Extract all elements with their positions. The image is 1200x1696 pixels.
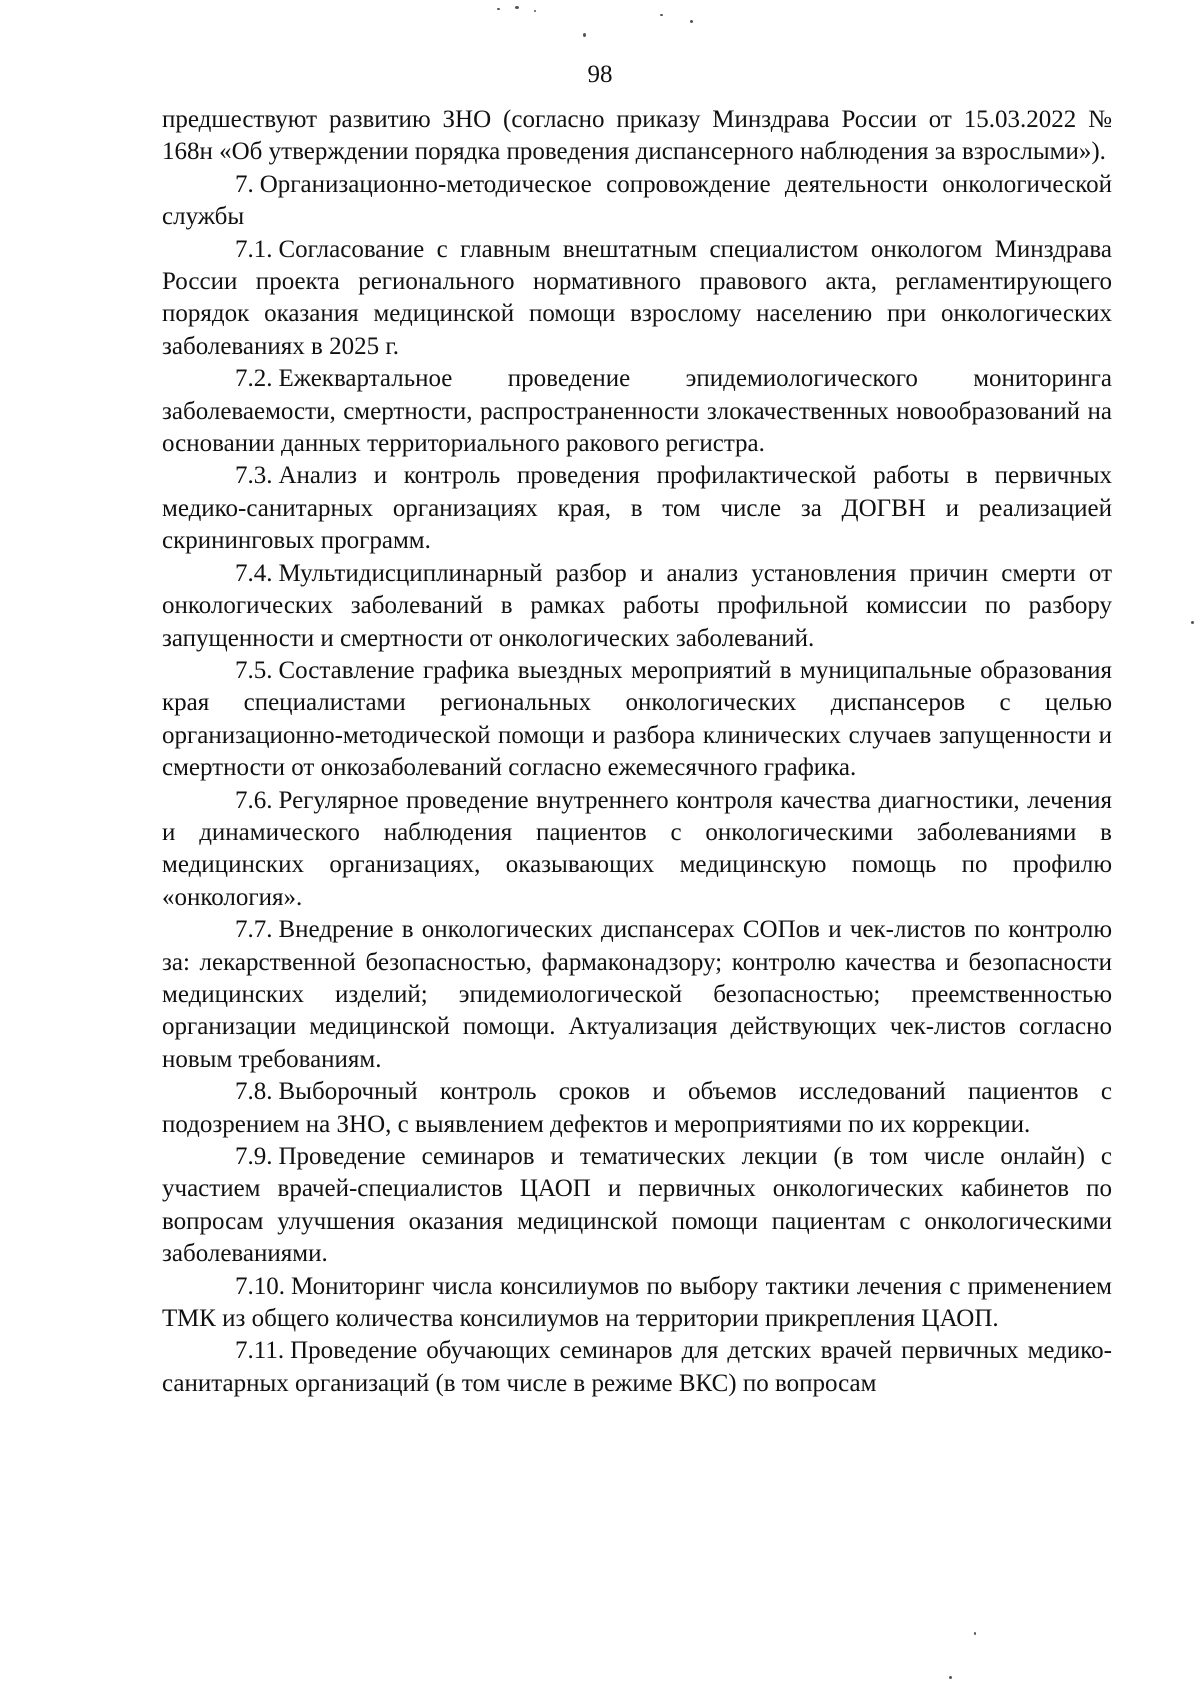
paragraph-7-4	[162, 558, 1112, 655]
paragraph-7-2	[162, 363, 1112, 460]
paragraph-continuation	[162, 104, 1112, 169]
paragraph-number: 7.8.	[235, 1078, 273, 1106]
paragraph-text: Ежеквартальное проведение эпидемиологического мониторинга заболеваемости, смертности, распространенности злокачественных новообразований на основании данных территориального ракового регистра.	[162, 365, 1112, 458]
scan-speck	[949, 1676, 952, 1679]
page-number: 98	[587, 61, 613, 88]
section-heading-text: Организационно-методическое сопровождение деятельности онкологической службы	[162, 170, 1112, 231]
scan-speck	[497, 8, 500, 10]
paragraph-text: Выборочный контроль сроков и объемов исследований пациентов с подозрением на ЗНО, с выявлением дефектов и мероприятиями по их коррекции.	[162, 1078, 1112, 1138]
paragraph-number: 7.9.	[235, 1143, 273, 1170]
paragraph-7-8	[162, 1076, 1112, 1141]
paragraph-text: Проведение семинаров и тематических лекции (в том числе онлайн) с участием врачей-специалистов ЦАОП и первичных онкологических кабинетов по вопросам улучшения оказания медицинской помощи пациентам с онкологическими заболеваниями.	[162, 1143, 1112, 1268]
paragraph-7-1	[162, 234, 1112, 364]
paragraph-7-3	[162, 460, 1112, 557]
paragraph-7-5	[162, 655, 1112, 785]
paragraph-number: 7.5.	[235, 656, 273, 684]
paragraph-text: Регулярное проведение внутреннего контроля качества диагностики, лечения и динамического наблюдения пациентов с онкологическими заболеваниями в медицинских организациях, оказывающих медицинскую помощь по профилю «онкология».	[162, 786, 1112, 911]
paragraph-7-6	[162, 785, 1112, 915]
scan-speck	[660, 14, 663, 16]
paragraph-7-10	[162, 1271, 1112, 1336]
paragraph-text: Проведение обучающих семинаров для детских врачей первичных медико-санитарных организаций (в том числе в режиме ВКС) по вопросам	[162, 1337, 1112, 1397]
paragraph-number: 7.7.	[235, 916, 273, 944]
section-number: 7.	[235, 170, 254, 198]
paragraph-text: Согласование с главным внештатным специалистом онкологом Минздрава России проекта регионального нормативного правового акта, регламентирующего порядок оказания медицинской помощи взрослому населению при онкологических заболеваниях в 2025 г.	[162, 235, 1112, 360]
paragraph-number: 7.4.	[235, 559, 273, 587]
paragraph-number: 7.2.	[235, 365, 273, 393]
paragraph-text: Мониторинг числа консилиумов по выбору тактики лечения с применением ТМК из общего количества консилиумов на территории прикрепления ЦАОП.	[162, 1272, 1112, 1333]
paragraph-number: 7.1.	[235, 235, 273, 263]
paragraph-number: 7.6.	[235, 786, 273, 814]
paragraph-text: Мультидисциплинарный разбор и анализ установления причин смерти от онкологических заболеваний в рамках работы профильной комиссии по разбору запущенности и смертности от онкологических заболеваний.	[162, 559, 1112, 652]
scan-speck	[515, 6, 519, 9]
paragraph-number: 7.10.	[235, 1272, 285, 1300]
paragraph-text: Внедрение в онкологических диспансерах СОПов и чек-листов по контролю за: лекарственной безопасностью, фармаконадзору; контролю качества и безопасности медицинских изделий; эпидемиологической безопасностью; преемственностью организации медицинской помощи. Актуализация действующих чек-листов согласно новым требованиям.	[162, 916, 1112, 1073]
paragraph-text: Составление графика выездных мероприятий в муниципальные образования края специалистами региональных онкологических диспансеров с целью организационно-методической помощи и разбора клинических случаев запущенности и смертности от онкозаболеваний согласно ежемесячного графика.	[162, 656, 1112, 782]
paragraph-7-9	[162, 1141, 1112, 1271]
scan-speck	[1191, 621, 1194, 624]
paragraph-number: 7.3.	[235, 462, 273, 490]
scan-speck	[974, 1632, 976, 1635]
scan-speck	[583, 33, 586, 37]
paragraph-7-11	[162, 1335, 1112, 1400]
paragraph-text: Анализ и контроль проведения профилактической работы в первичных медико-санитарных организациях края, в том числе за ДОГВН и реализацией скрининговых программ.	[162, 462, 1112, 555]
paragraph-number: 7.11.	[235, 1337, 285, 1365]
document-body	[162, 104, 1112, 1400]
section-heading-7	[162, 169, 1112, 234]
paragraph-7-7	[162, 914, 1112, 1076]
scan-speck	[690, 20, 693, 23]
paragraph-text: предшествуют развитию ЗНО (согласно приказу Минздрава России от 15.03.2022 № 168н «Об утверждении порядка проведения диспансерного наблюдения за взрослыми»).	[162, 106, 1112, 166]
scan-speck	[534, 10, 536, 12]
